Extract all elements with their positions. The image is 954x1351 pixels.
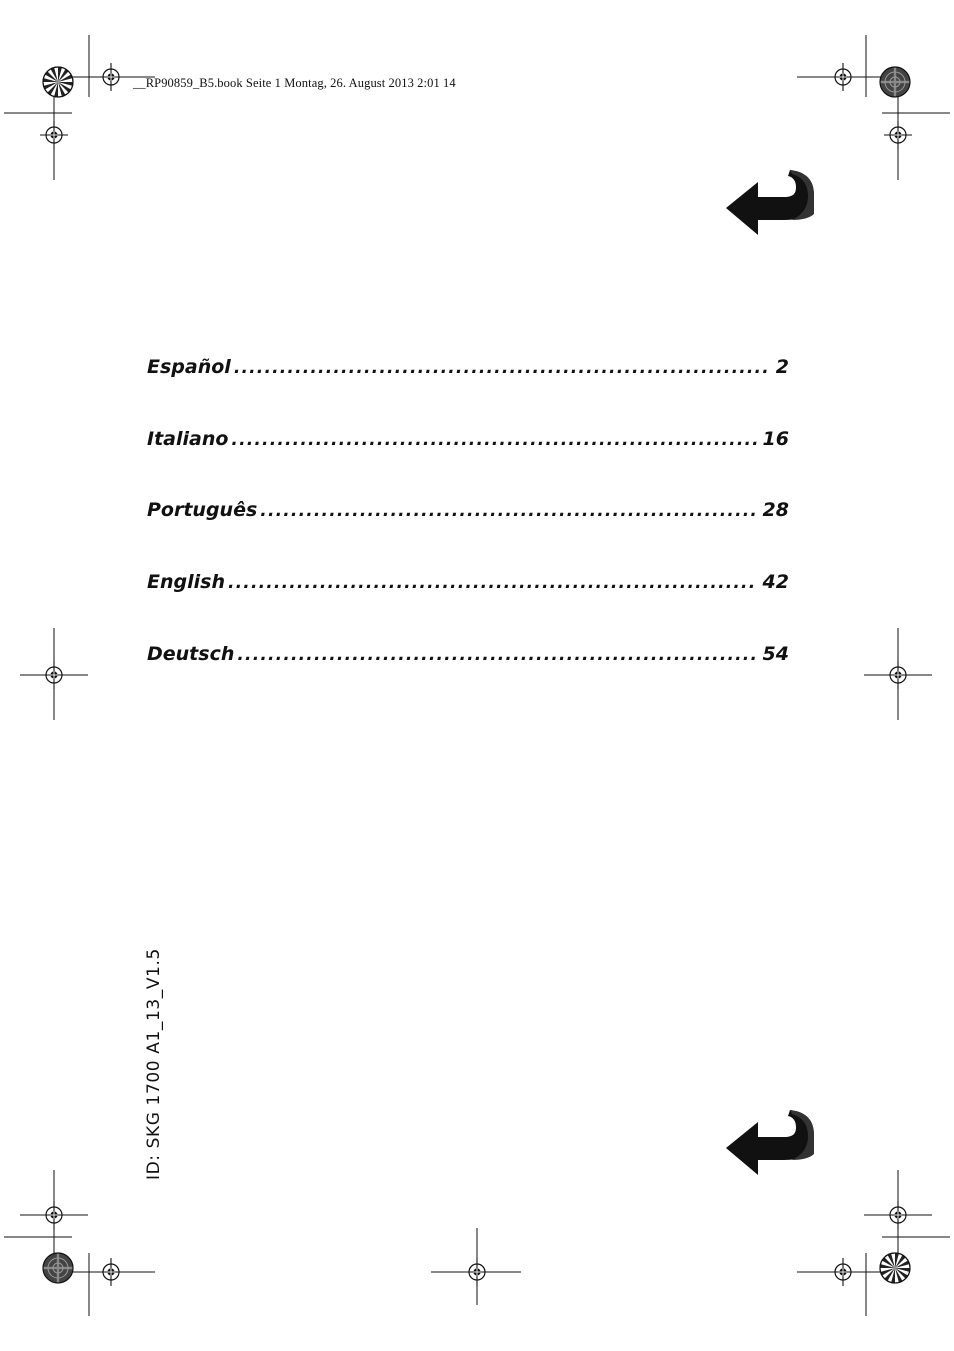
- curved-return-arrow-icon: [722, 1108, 818, 1178]
- toc-entry-deutsch[interactable]: [147, 643, 789, 675]
- toc-entry-portugues[interactable]: [147, 499, 789, 531]
- toc-entry-italiano[interactable]: [147, 428, 789, 460]
- crosshair-registration-icon: [797, 1258, 887, 1286]
- crosshair-registration-icon: [797, 63, 887, 91]
- toc-entry-title: Italiano: [147, 428, 229, 450]
- toc-entry-title: English: [147, 571, 225, 593]
- crosshair-registration-icon: [884, 97, 912, 180]
- toc-entry-page: 16: [762, 428, 789, 450]
- toc-entry-title: Português: [147, 499, 258, 521]
- toc-leader-dots: [237, 645, 756, 665]
- toc-entry-page: 2: [775, 356, 789, 378]
- document-id: ID: SKG 1700 A1_13_V1.5: [144, 948, 164, 1180]
- print-slug: __RP90859_B5.book Seite 1 Montag, 26. August 2013 2:01 14: [133, 76, 456, 90]
- crosshair-registration-icon: [864, 628, 932, 720]
- toc-leader-dots: [231, 430, 756, 450]
- toc-entry-english[interactable]: [147, 571, 789, 603]
- radial-target-icon: [43, 67, 73, 97]
- toc-leader-dots: [260, 501, 756, 521]
- toc-leader-dots: [234, 358, 770, 378]
- crosshair-registration-icon: [20, 628, 88, 720]
- toc-entry-page: 42: [762, 571, 789, 593]
- toc-entry-title: Español: [147, 356, 231, 378]
- radial-target-icon: [880, 67, 910, 97]
- radial-target-icon: [880, 1253, 910, 1283]
- crosshair-registration-icon: [431, 1228, 521, 1305]
- toc-entry-title: Deutsch: [147, 643, 235, 665]
- crosshair-registration-icon: [65, 1258, 155, 1286]
- toc-leader-dots: [228, 573, 757, 593]
- radial-target-icon: [43, 1253, 73, 1283]
- curved-return-arrow-icon: [722, 168, 818, 238]
- toc-entry-espanol[interactable]: [147, 356, 789, 388]
- crosshair-registration-icon: [65, 63, 155, 91]
- toc-entry-page: 28: [762, 499, 789, 521]
- crosshair-registration-icon: [864, 1170, 932, 1255]
- toc-entry-page: 54: [762, 643, 789, 665]
- crosshair-registration-icon: [40, 97, 68, 180]
- crosshair-registration-icon: [20, 1170, 88, 1255]
